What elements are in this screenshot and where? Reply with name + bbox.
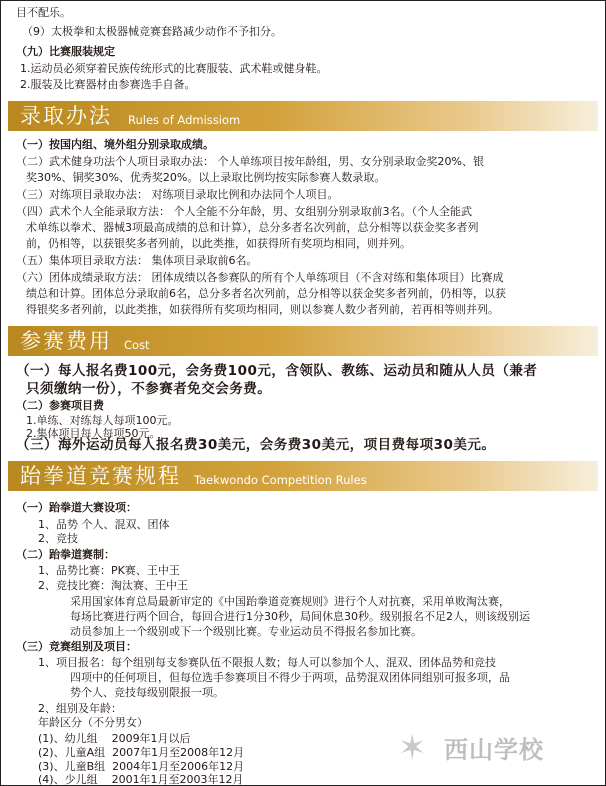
text-line: 1、品势 个人、混双、团体 [38, 518, 170, 531]
text-line: 目不配乐。 [16, 6, 71, 19]
section-banner-taekwondo [8, 461, 598, 491]
text-line: (3)、儿童B组 2004年1月至2006年12月 [38, 760, 245, 773]
text-line: （六）团体成绩录取方法： 团体成绩以各参赛队的所有个人单练项目（不含对练和集体项目）比赛成 [16, 271, 504, 284]
text-line: 奖30%、铜奖30%、优秀奖20%。以上录取比例均按实际参赛人数录取。 [26, 171, 386, 184]
banner-title: 跆拳道竞赛规程 [20, 464, 181, 488]
section-heading: （九）比赛服装规定 [16, 45, 115, 58]
text-line: （五）集体项目录取方法： 集体项目录取前6名。 [16, 254, 258, 267]
text-line: （9）太极拳和太极器械竞赛套路减少动作不予扣分。 [22, 25, 282, 38]
text-line: (1)、幼儿组 2009年1月以后 [38, 732, 191, 745]
text-line: 四项中的任何项目，但每位选手参赛项目不得少于两项，品势混双团体同组别可报多项，品 [70, 671, 510, 684]
text-line: （一）按国内组、境外组分别录取成绩。 [16, 138, 214, 151]
banner-title: 参赛费用 [20, 329, 112, 353]
banner-subtitle: Cost [124, 338, 150, 352]
section-heading: （一）跆拳道大赛设项： [16, 501, 137, 514]
text-line: （三）海外运动员每人报名费30美元，会务费30美元，项目费每项30美元。 [16, 437, 496, 453]
text-line: (4)、少儿组 2001年1月至2003年12月 [38, 773, 244, 786]
star-figure-logo-icon: ✶ [398, 728, 427, 768]
text-line: 只须缴纳一份），不参赛者免交会务费。 [26, 381, 272, 397]
text-line: 采用国家体育总局最新审定的《中国跆拳道竞赛规则》进行个人对抗赛，采用单败淘汰赛， [70, 595, 510, 608]
text-line: 2、组别及年龄： [38, 702, 122, 715]
text-line: 绩总和计算。团体总分录取前6名，总分多者名次列前，总分相等以获金奖多者列前，仍相等，以获 [26, 287, 506, 300]
section-heading: （二）参赛项目费 [16, 399, 104, 412]
text-line: 1、品势比赛：PK赛、王中王 [38, 564, 180, 577]
text-line: 势个人、竞技每级别限报一项。 [70, 686, 224, 699]
section-banner-admission [8, 101, 598, 131]
text-line: （二）武术健身功法个人项目录取办法： 个人单练项目按年龄组，男、女分别录取金奖20%、银 [16, 155, 484, 168]
banner-subtitle: Taekwondo Competition Rules [194, 473, 367, 487]
section-heading: （二）跆拳道赛制： [16, 548, 115, 561]
text-line: （一）每人报名费100元，会务费100元，含领队、教练、运动员和随从人员（兼者 [16, 363, 538, 379]
text-line: 动员参加上一个级别或下一个级别比赛。专业运动员不得报名参加比赛。 [70, 625, 422, 638]
text-line: 1、项目报名：每个组别每支参赛队伍不限报人数；每人可以参加个人、混双、团体品势和竞技 [38, 656, 496, 669]
text-line: （三）对练项目录取办法： 对练项目录取比例和办法同个人项目。 [16, 188, 339, 201]
text-line: 2、竞技比赛：淘汰赛、王中王 [38, 579, 188, 592]
section-banner-cost [8, 326, 598, 356]
text-line: 每场比赛进行两个回合，每回合进行1分30秒，局间休息30秒。级别报名不足2人，则该级别运 [70, 610, 530, 623]
banner-title: 录取办法 [20, 104, 112, 128]
section-heading: （三）竞赛组别及项目： [16, 640, 137, 653]
text-line: 2、竞技 [38, 532, 78, 545]
watermark-text: 西山学校 [444, 736, 544, 764]
text-line: 2.服装及比赛器材由参赛选手自备。 [20, 78, 196, 91]
text-line: 术单练以拳术、器械3项最高成绩的总和计算），总分多者名次列前，总分相等以获金奖多者列 [26, 221, 479, 234]
text-line: 年龄区分（不分男女） [38, 716, 148, 729]
text-line: 2.集体项目每人每项50元。 [26, 427, 161, 440]
banner-subtitle: Rules of Admissiom [128, 113, 241, 127]
text-line: 1.单练、对练每人每项100元。 [26, 414, 179, 427]
text-line: （四）武术个人全能录取方法： 个人全能不分年龄，男、女组别分别录取前3名。（个人全能武 [16, 205, 472, 218]
watermark-logo [398, 728, 588, 776]
text-line: 前，仍相等，以获银奖多者列前，以此类推，如获得所有奖项均相同，则并列。 [26, 237, 411, 250]
text-line: (2)、儿童A组 2007年1月至2008年12月 [38, 746, 245, 759]
text-line: 1.运动员必须穿着民族传统形式的比赛服装、武术鞋或健身鞋。 [20, 62, 328, 75]
text-line: 得银奖多者列前，以此类推，如获得所有奖项均相同，则以参赛人数少者列前，若再相等则并列。 [26, 303, 499, 316]
